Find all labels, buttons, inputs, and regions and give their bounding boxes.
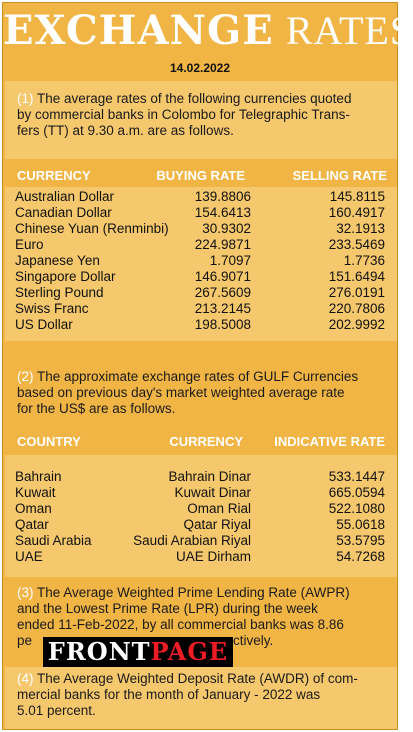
table-cell: UAE	[15, 549, 43, 564]
table-cell: 267.5609	[194, 285, 251, 300]
table-row	[15, 269, 385, 285]
table-row	[15, 501, 385, 517]
table-cell: 53.5795	[336, 533, 385, 548]
table-cell: 233.5469	[328, 237, 385, 252]
section2-line: for the US$ are as follows.	[17, 401, 176, 416]
section3-line: and the Lowest Prime Rate (LPR) during the week	[17, 601, 318, 616]
section1-number: (1)	[17, 91, 34, 106]
header-indicative-rate: INDICATIVE RATE	[274, 434, 385, 449]
table-cell: 139.8806	[194, 189, 251, 204]
table-cell: Singapore Dollar	[15, 269, 116, 284]
table-cell: Euro	[15, 237, 44, 252]
section4-line: mercial banks for the month of January - 2022 was	[17, 687, 321, 702]
table-cell: 1.7736	[343, 253, 385, 268]
header-currency: CURRENCY	[17, 168, 91, 183]
table-cell: 32.1913	[336, 221, 385, 236]
table-cell: Bahrain	[15, 469, 62, 484]
header-buying-rate: BUYING RATE	[156, 168, 245, 183]
section4-text	[17, 671, 389, 719]
header-selling-rate: SELLING RATE	[292, 168, 387, 183]
table-cell: Qatar	[15, 517, 49, 532]
table1-header	[5, 165, 397, 187]
table-cell: 55.0618	[336, 517, 385, 532]
section1-line: fers (TT) at 9.30 a.m. are as follows.	[17, 123, 234, 138]
header-country: COUNTRY	[17, 434, 81, 449]
table-cell: 533.1447	[328, 469, 385, 484]
table-cell: Bahrain Dinar	[168, 469, 251, 484]
table-row	[15, 485, 385, 501]
section4-line: (4) The Average Weighted Deposit Rate (AWDR) of com-	[17, 671, 358, 686]
date-label: 14.02.2022	[169, 61, 231, 75]
table-cell: Saudi Arabia	[15, 533, 92, 548]
section3-number: (3)	[17, 585, 34, 600]
table-cell: Australian Dollar	[15, 189, 115, 204]
table-cell: 146.9071	[194, 269, 251, 284]
section3-fragment-end: ctively.	[233, 633, 274, 648]
section2-line: based on previous day's market weighted average rate	[17, 385, 345, 400]
table-row	[15, 301, 385, 317]
table-row	[15, 549, 385, 565]
table-cell: 276.0191	[328, 285, 385, 300]
section1-line: by commercial banks in Colombo for Telegraphic Trans-	[17, 107, 350, 122]
section4-line: 5.01 percent.	[17, 703, 96, 718]
section3-line: ended 11-Feb-2022, by all commercial banks was 8.86	[17, 617, 344, 632]
table-cell: 145.8115	[329, 189, 385, 204]
table-cell: 224.9871	[194, 237, 251, 252]
table-cell: 160.4917	[328, 205, 385, 220]
section2-line: (2) The approximate exchange rates of GULF Currencies	[17, 369, 359, 384]
header-currency: CURRENCY	[169, 434, 243, 449]
table-cell: Qatar Riyal	[183, 517, 251, 532]
table-row	[15, 189, 385, 205]
table-row	[15, 205, 385, 221]
table-cell: 202.9992	[328, 317, 385, 332]
table-cell: Japanese Yen	[15, 253, 100, 268]
table-row	[15, 317, 385, 333]
table-cell: 1.7097	[209, 253, 251, 268]
table-cell: Saudi Arabian Riyal	[133, 533, 251, 548]
table-cell: Kuwait Dinar	[174, 485, 251, 500]
section4-number: (4)	[17, 671, 34, 686]
table-row	[15, 533, 385, 549]
table-cell: Swiss Franc	[15, 301, 89, 316]
table-row	[15, 237, 385, 253]
table-cell: 522.1080	[328, 501, 385, 516]
table-cell: 665.0594	[328, 485, 385, 500]
section1-line: (1) The average rates of the following currencies quoted	[17, 91, 352, 106]
table-cell: UAE Dirham	[175, 549, 251, 564]
section2-number: (2)	[17, 369, 34, 384]
table-row	[15, 253, 385, 269]
table-row	[15, 517, 385, 533]
section3-line: (3) The Average Weighted Prime Lending Rate (AWPR)	[17, 585, 350, 600]
table-cell: 198.5008	[194, 317, 251, 332]
table-row	[15, 285, 385, 301]
table-cell: 220.7806	[328, 301, 385, 316]
table-cell: Canadian Dollar	[15, 205, 112, 220]
table2-header	[5, 431, 397, 453]
table-cell: Oman Rial	[187, 501, 251, 516]
title-word-exchange: EXCHANGE	[3, 7, 274, 54]
table-cell: Kuwait	[15, 485, 56, 500]
table-cell: 30.9302	[202, 221, 251, 236]
table-row	[15, 221, 385, 237]
section3-fragment-start: pe	[17, 633, 33, 648]
section2-text	[17, 369, 389, 417]
table-cell: 154.6413	[194, 205, 251, 220]
table-cell: Chinese Yuan (Renminbi)	[15, 221, 169, 236]
table-cell: Sterling Pound	[15, 285, 104, 300]
table-cell: Oman	[15, 501, 52, 516]
table-cell: 213.2145	[194, 301, 251, 316]
frontpage-logo: FRONTPAGE	[43, 637, 233, 667]
table-cell: US Dollar	[15, 317, 73, 332]
table-row	[15, 469, 385, 485]
section1-text	[17, 91, 389, 139]
table-cell: 151.6494	[328, 269, 385, 284]
exchange-rates-card	[2, 2, 413, 730]
table-cell: 54.7268	[336, 549, 385, 564]
page-title	[3, 7, 413, 54]
title-word-rates: RATES	[285, 8, 413, 53]
